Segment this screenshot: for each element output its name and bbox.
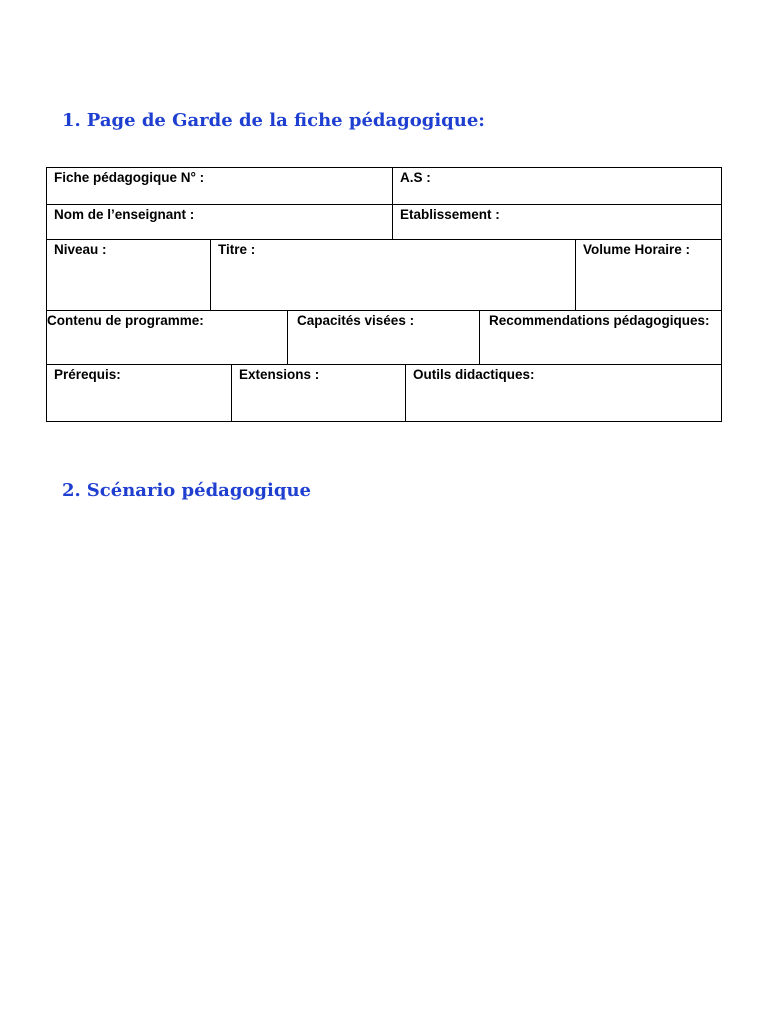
cell-recommendations[interactable]: Recommendations pédagogiques: xyxy=(479,311,721,365)
cell-outils-didactiques[interactable]: Outils didactiques: xyxy=(405,365,721,422)
cell-nom-enseignant[interactable]: Nom de l’enseignant : xyxy=(54,207,195,222)
section-title: Page de Garde de la fiche pédagogique: xyxy=(86,110,485,131)
cell-extensions[interactable]: Extensions : xyxy=(231,365,405,422)
form-row xyxy=(47,310,721,365)
section-number: 1. xyxy=(62,110,81,131)
section-number: 2. xyxy=(62,480,81,501)
section-heading-scenario xyxy=(62,480,311,501)
form-row xyxy=(47,364,721,422)
form-row xyxy=(47,204,721,240)
fiche-pedagogique-form-table xyxy=(46,167,722,422)
cell-capacites-visees[interactable]: Capacités visées : xyxy=(287,311,479,365)
form-row xyxy=(47,168,721,204)
cell-volume-horaire[interactable]: Volume Horaire : xyxy=(575,240,721,311)
section-title: Scénario pédagogique xyxy=(86,480,311,501)
cell-contenu-programme[interactable]: Contenu de programme: xyxy=(47,313,204,328)
cell-as[interactable]: A.S : xyxy=(392,168,721,204)
cell-prerequis[interactable]: Prérequis: xyxy=(54,367,121,382)
cell-etablissement[interactable]: Etablissement : xyxy=(392,205,721,240)
form-row xyxy=(47,239,721,311)
cell-niveau[interactable]: Niveau : xyxy=(54,242,107,257)
section-heading-page-de-garde xyxy=(62,110,485,131)
cell-fiche-numero[interactable]: Fiche pédagogique N° : xyxy=(54,170,205,185)
cell-titre[interactable]: Titre : xyxy=(210,240,575,311)
